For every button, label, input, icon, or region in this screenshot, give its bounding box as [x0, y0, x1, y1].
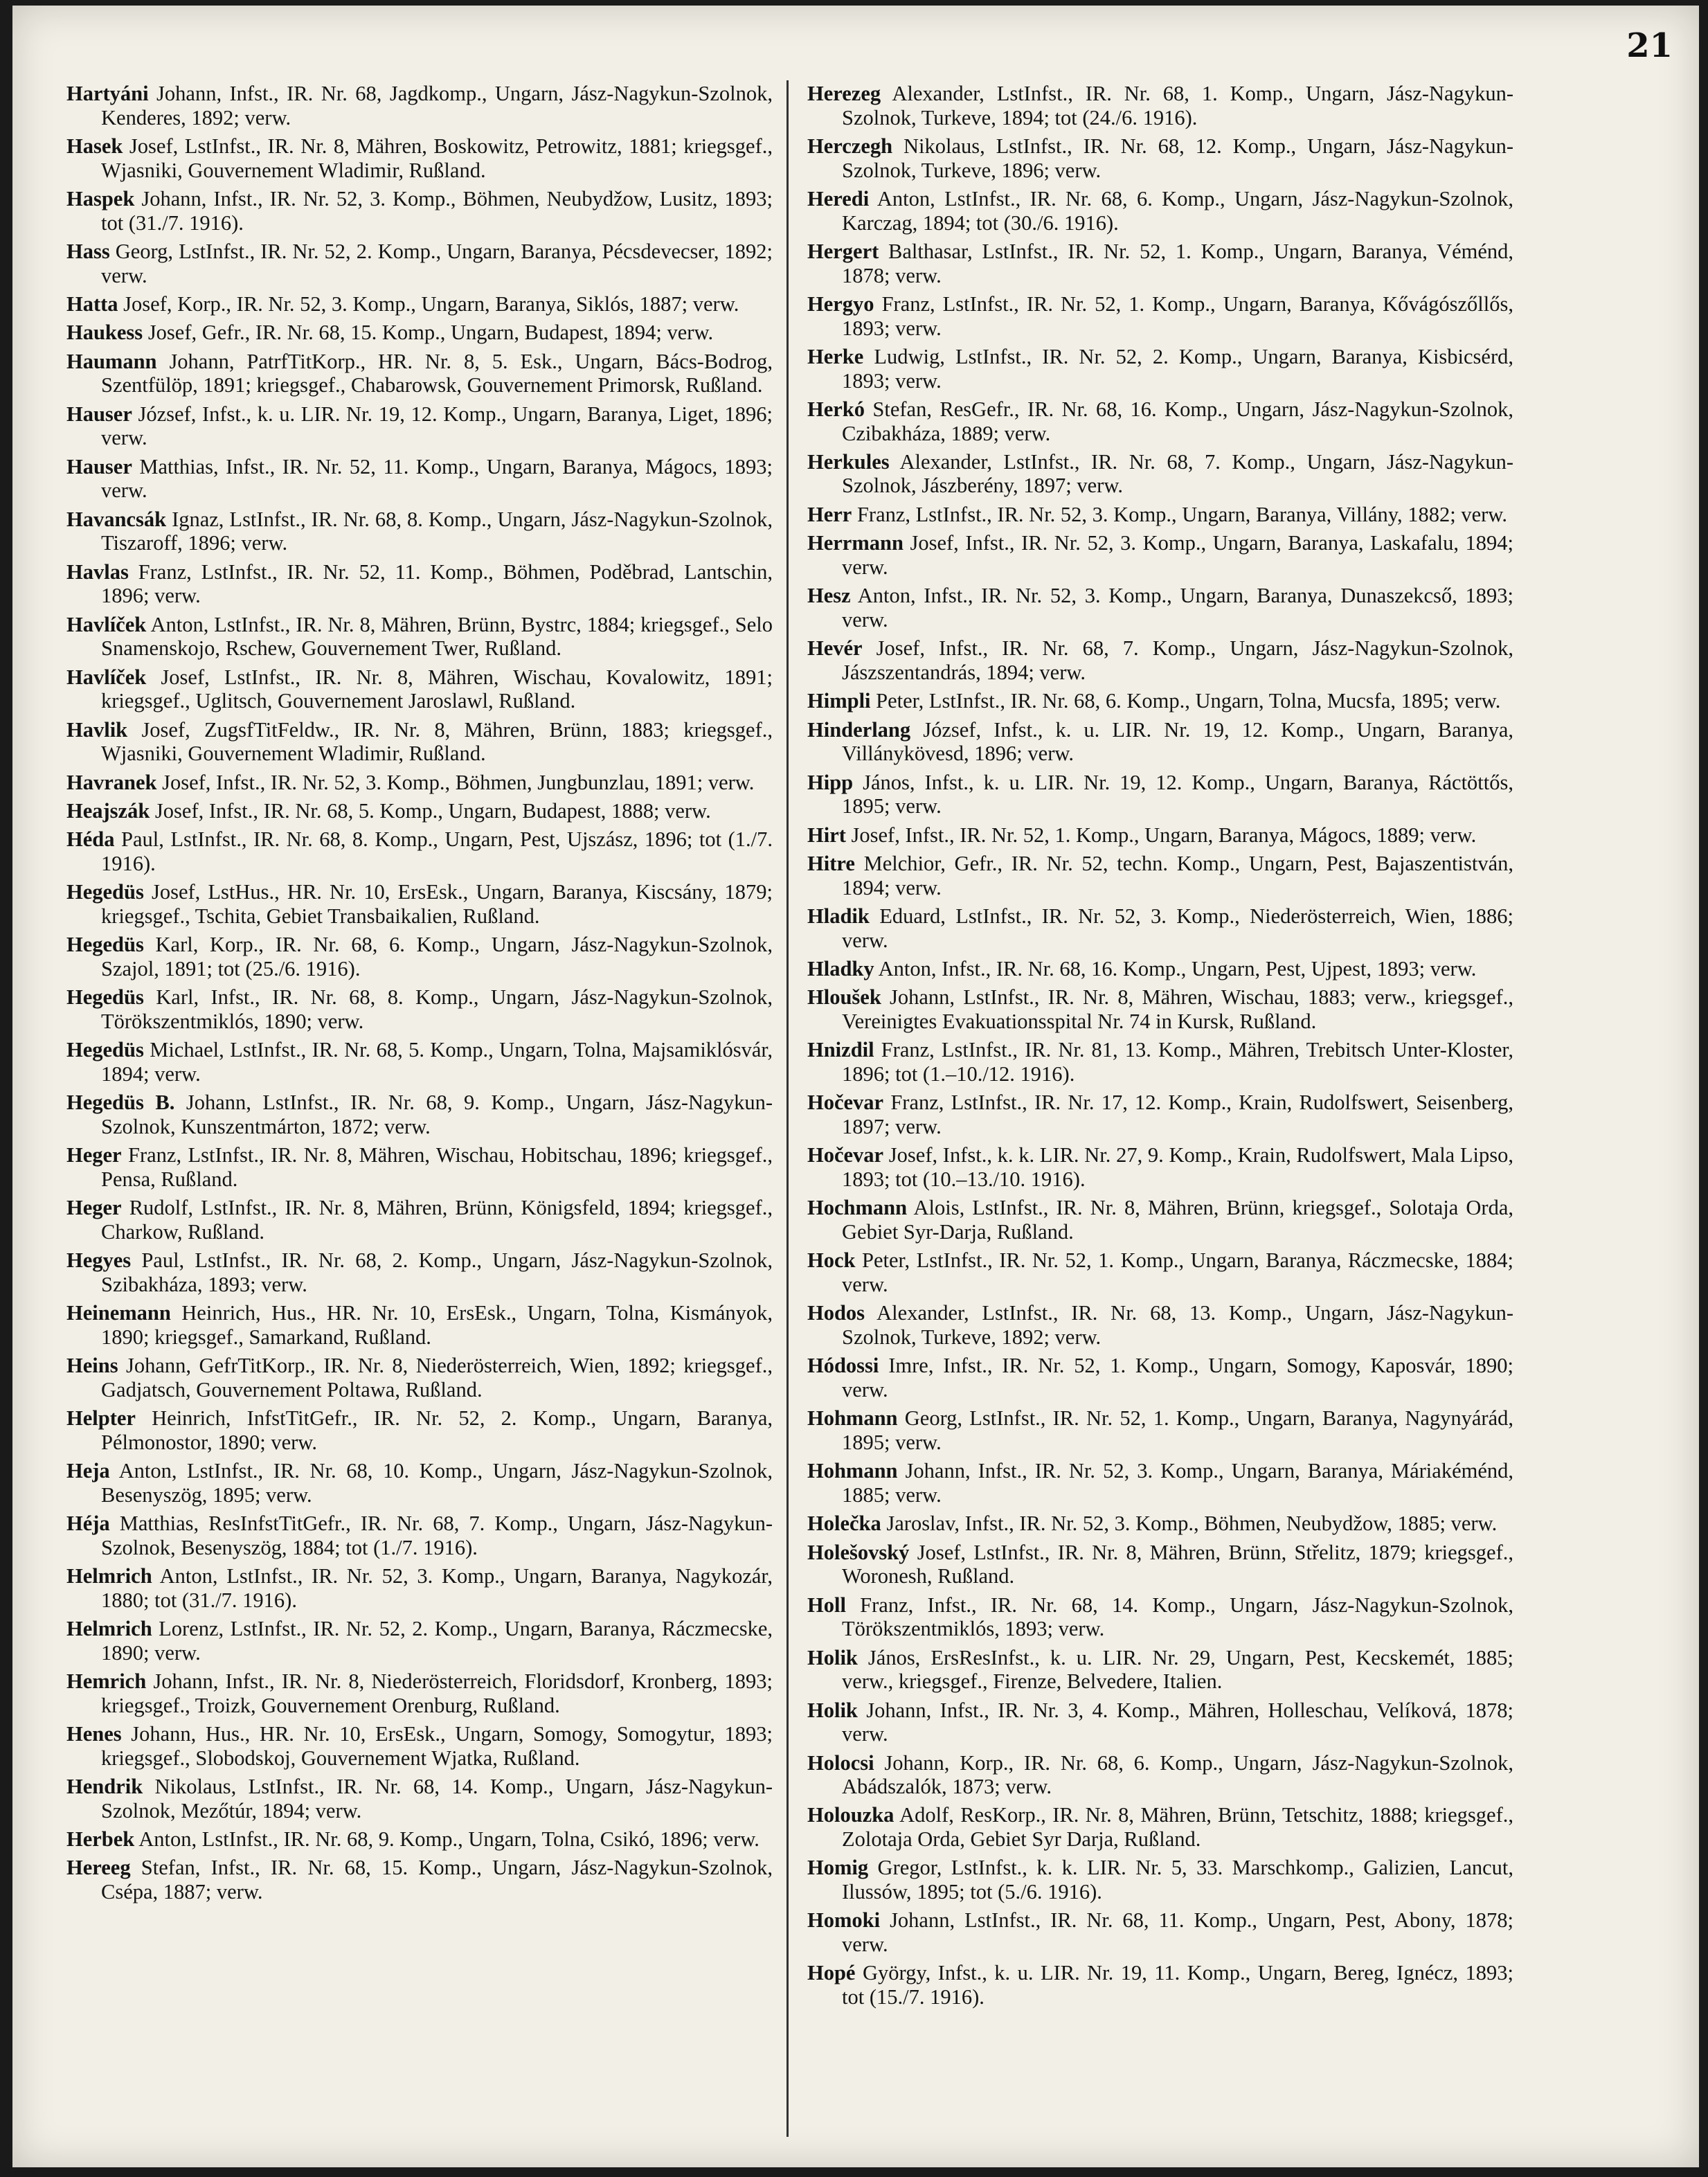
register-entry [66, 1248, 773, 1296]
entry-details: Johann, Korp., IR. Nr. 68, 6. Komp., Ungarn, Jász-Nagykun-Szolnok, Abádszalók, 1873; verw. [842, 1750, 1513, 1799]
register-entry [807, 1512, 1513, 1536]
entry-details: Josef, LstInfst., IR. Nr. 8, Mähren, Brünn, Střelitz, 1879; kriegsgef., Woronesh, Rußland. [842, 1540, 1513, 1588]
entry-surname: Hasek [66, 134, 123, 158]
entry-details: Heinrich, InfstTitGefr., IR. Nr. 52, 2. Komp., Ungarn, Baranya, Pélmonostor, 1890; verw. [101, 1406, 773, 1454]
entry-surname: Herkó [807, 397, 865, 421]
entry-surname: Hloušek [807, 985, 881, 1010]
entry-surname: Holouzka [807, 1803, 895, 1827]
register-entry [807, 584, 1513, 631]
register-entry [807, 1646, 1513, 1694]
entry-details: Josef, LstInfst., IR. Nr. 8, Mähren, Wischau, Kovalowitz, 1891; kriegsgef., Uglitsch, Gouvernement Jaroslawl, Rußland. [101, 665, 773, 713]
entry-surname: Hitre [807, 851, 855, 875]
entry-surname: Herke [807, 344, 864, 368]
entry-details: Imre, Infst., IR. Nr. 52, 1. Komp., Ungarn, Somogy, Kaposvár, 1890; verw. [842, 1354, 1513, 1401]
register-entry [66, 1406, 773, 1454]
entry-surname: Henes [66, 1722, 122, 1746]
entry-surname: Haumann [66, 349, 157, 373]
document-page [12, 6, 1699, 2167]
entry-surname: Holik [807, 1698, 858, 1722]
entry-surname: Herezeg [807, 82, 881, 105]
entry-surname: Heredi [807, 186, 870, 210]
entry-details: Melchior, Gefr., IR. Nr. 52, techn. Komp., Ungarn, Pest, Bajaszentistván, 1894; verw. [842, 851, 1513, 899]
register-entry [66, 1564, 773, 1612]
entry-details: Franz, LstInfst., IR. Nr. 52, 11. Komp., Böhmen, Poděbrad, Lantschin, 1896; verw. [101, 559, 773, 608]
register-entry [807, 1091, 1513, 1138]
entry-details: Johann, Infst., IR. Nr. 3, 4. Komp., Mähren, Holleschau, Velíková, 1878; verw. [842, 1698, 1513, 1746]
entry-details: Rudolf, LstInfst., IR. Nr. 8, Mähren, Brünn, Königsfeld, 1894; kriegsgef., Charkow, Rußland. [101, 1196, 773, 1244]
register-entry [66, 187, 773, 235]
entry-surname: Herkules [807, 449, 890, 474]
entry-surname: Heajszák [66, 798, 150, 823]
entry-details: Georg, LstInfst., IR. Nr. 52, 1. Komp., Ungarn, Baranya, Nagynyárád, 1895; verw. [842, 1406, 1513, 1454]
entry-surname: Heger [66, 1143, 122, 1167]
entry-details: Anton, LstInfst., IR. Nr. 8, Mähren, Brünn, Bystrc, 1884; kriegsgef., Selo Snamenskojo, Rschew, Gouvernement Twer, Rußland. [101, 612, 773, 661]
entry-surname: Hatta [66, 292, 118, 316]
entry-details: Josef, Infst., IR. Nr. 52, 3. Komp., Böhmen, Jungbunzlau, 1891; verw. [156, 770, 755, 794]
register-entry [807, 1143, 1513, 1191]
register-entry [66, 1091, 773, 1138]
entry-details: Michael, LstInfst., IR. Nr. 68, 5. Komp., Ungarn, Tolna, Majsamiklósvár, 1894; verw. [101, 1038, 773, 1086]
entry-details: Josef, Infst., k. k. LIR. Nr. 27, 9. Komp., Krain, Rudolfswert, Mala Lipso, 1893; tot (10.–13./10. 1916). [842, 1143, 1513, 1191]
register-entry [66, 240, 773, 287]
register-entry [807, 345, 1513, 393]
entry-details: Anton, LstInfst., IR. Nr. 52, 3. Komp., Ungarn, Baranya, Nagykozár, 1880; tot (31./7. 1916). [101, 1564, 773, 1612]
entry-surname: Hochmann [807, 1196, 908, 1220]
entry-surname: Heins [66, 1354, 118, 1378]
register-entry [807, 1908, 1513, 1956]
entry-surname: Hipp [807, 770, 854, 794]
entry-details: Josef, Korp., IR. Nr. 52, 3. Komp., Ungarn, Baranya, Siklós, 1887; verw. [118, 292, 739, 316]
entry-surname: Hock [807, 1248, 856, 1273]
register-entry [66, 771, 773, 795]
entry-surname: Heinemann [66, 1301, 171, 1325]
entry-details: Anton, LstInfst., IR. Nr. 68, 6. Komp., Ungarn, Jász-Nagykun-Szolnok, Karczag, 1894; tot (30./6. 1916). [842, 186, 1513, 235]
register-entry [807, 450, 1513, 498]
register-entry [807, 1699, 1513, 1746]
register-entry [66, 455, 773, 503]
entry-details: Johann, Infst., IR. Nr. 52, 3. Komp., Ungarn, Baranya, Máriakéménd, 1885; verw. [842, 1459, 1513, 1507]
register-entry [66, 350, 773, 397]
entry-details: Jaroslav, Infst., IR. Nr. 52, 3. Komp., Böhmen, Neubydžow, 1885; verw. [881, 1512, 1498, 1536]
register-entry [66, 613, 773, 661]
entry-surname: Homoki [807, 1908, 881, 1933]
entry-details: Balthasar, LstInfst., IR. Nr. 52, 1. Komp., Ungarn, Baranya, Véménd, 1878; verw. [842, 239, 1513, 287]
entry-surname: Hesz [807, 584, 851, 608]
entry-details: Josef, Infst., IR. Nr. 68, 5. Komp., Ungarn, Budapest, 1888; verw. [150, 798, 711, 823]
register-entry [66, 933, 773, 980]
entry-details: Josef, Infst., IR. Nr. 52, 3. Komp., Ungarn, Baranya, Laskafalu, 1894; verw. [842, 531, 1513, 579]
entry-surname: Hegedüs [66, 933, 144, 957]
entry-details: Josef, ZugsfTitFeldw., IR. Nr. 8, Mähren, Brünn, 1883; kriegsgef., Wjasniki, Gouvernement Wladimir, Rußland. [101, 717, 773, 766]
entry-details: Johann, Infst., IR. Nr. 68, Jagdkomp., Ungarn, Jász-Nagykun-Szolnok, Kenderes, 1892; verw. [101, 82, 773, 129]
entry-surname: Havranek [66, 770, 157, 794]
entry-details: Adolf, ResKorp., IR. Nr. 8, Mähren, Brünn, Tetschitz, 1888; kriegsgef., Zolotaja Orda, Gebiet Syr Darja, Rußland. [842, 1803, 1513, 1852]
entry-surname: Herrmann [807, 531, 904, 555]
entry-surname: Hendrik [66, 1775, 143, 1799]
register-entry [807, 240, 1513, 287]
register-entry [807, 1803, 1513, 1851]
register-entry [807, 1038, 1513, 1086]
entry-surname: Hegedüs [66, 1038, 144, 1062]
register-entry [66, 1512, 773, 1559]
register-entry [66, 1775, 773, 1822]
entry-details: Karl, Korp., IR. Nr. 68, 6. Komp., Ungarn, Jász-Nagykun-Szolnok, Szajol, 1891; tot (25./6. 1916). [101, 933, 773, 980]
entry-surname: Havlíček [66, 665, 147, 689]
register-entry [66, 799, 773, 823]
column-divider [786, 80, 789, 2137]
entry-details: Ignaz, LstInfst., IR. Nr. 68, 8. Komp., Ungarn, Jász-Nagykun-Szolnok, Tiszaroff, 1896; verw. [101, 507, 773, 555]
entry-surname: Heger [66, 1196, 122, 1220]
left-column [66, 82, 773, 1908]
entry-surname: Hodos [807, 1301, 865, 1325]
register-entry [66, 1196, 773, 1244]
entry-surname: Holešovský [807, 1540, 910, 1564]
register-entry [66, 1617, 773, 1665]
entry-surname: Helpter [66, 1406, 136, 1431]
register-entry [66, 1038, 773, 1086]
entry-details: Josef, Gefr., IR. Nr. 68, 15. Komp., Ungarn, Budapest, 1894; verw. [143, 321, 714, 345]
entry-details: Johann, LstInfst., IR. Nr. 68, 11. Komp., Ungarn, Pest, Abony, 1878; verw. [842, 1908, 1513, 1957]
entry-surname: Hevér [807, 636, 863, 661]
entry-surname: Havlik [66, 717, 128, 742]
entry-surname: Hódossi [807, 1354, 879, 1378]
entry-details: Anton, Infst., IR. Nr. 52, 3. Komp., Ungarn, Baranya, Dunaszekcső, 1893; verw. [842, 584, 1513, 631]
entry-details: Anton, Infst., IR. Nr. 68, 16. Komp., Ungarn, Pest, Ujpest, 1893; verw. [874, 956, 1477, 980]
register-entry [807, 823, 1513, 848]
entry-surname: Hergert [807, 239, 879, 263]
entry-details: Alexander, LstInfst., IR. Nr. 68, 7. Komp., Ungarn, Jász-Nagykun-Szolnok, Jászberény, 1897; verw. [842, 449, 1513, 498]
register-entry [807, 1354, 1513, 1401]
entry-surname: Haukess [66, 321, 143, 345]
register-entry [66, 1354, 773, 1401]
entry-details: Franz, LstInfst., IR. Nr. 52, 1. Komp., Ungarn, Baranya, Kővágószőllős, 1893; verw. [842, 292, 1513, 340]
entry-surname: Héda [66, 827, 115, 852]
entry-details: Franz, Infst., IR. Nr. 68, 14. Komp., Ungarn, Jász-Nagykun-Szolnok, Törökszentmiklós, 1893; verw. [842, 1593, 1513, 1641]
entry-details: Paul, LstInfst., IR. Nr. 68, 8. Komp., Ungarn, Pest, Ujszász, 1896; tot (1./7. 1916). [101, 827, 773, 875]
entry-surname: Héja [66, 1512, 110, 1536]
entry-details: Matthias, ResInfstTitGefr., IR. Nr. 68, 7. Komp., Ungarn, Jász-Nagykun-Szolnok, Besenyszög, 1884; tot (1./7. 1916). [101, 1512, 773, 1559]
register-entry [66, 1722, 773, 1770]
entry-surname: Holečka [807, 1512, 881, 1536]
entry-surname: Hohmann [807, 1459, 898, 1483]
entry-details: Johann, GefrTitKorp., IR. Nr. 8, Niederösterreich, Wien, 1892; kriegsgef., Gadjatsch, Gouvernement Poltawa, Rußland. [101, 1354, 773, 1401]
entry-surname: Hemrich [66, 1669, 147, 1694]
register-entry [807, 134, 1513, 182]
register-entry [66, 1143, 773, 1191]
register-entry [66, 508, 773, 555]
entry-details: Eduard, LstInfst., IR. Nr. 52, 3. Komp., Niederösterreich, Wien, 1886; verw. [842, 904, 1513, 952]
entry-surname: Hladky [807, 956, 874, 980]
entry-surname: Heja [66, 1459, 110, 1483]
page-number: 21 [1626, 26, 1673, 65]
entry-surname: Holl [807, 1593, 846, 1617]
register-entry [807, 82, 1513, 129]
entry-surname: Hauser [66, 454, 132, 478]
entry-details: Johann, Infst., IR. Nr. 52, 3. Komp., Böhmen, Neubydžow, Lusitz, 1893; tot (31./7. 1916). [101, 186, 773, 235]
entry-details: Lorenz, LstInfst., IR. Nr. 52, 2. Komp., Ungarn, Baranya, Ráczmecske, 1890; verw. [101, 1617, 773, 1665]
entry-details: György, Infst., k. u. LIR. Nr. 19, 11. Komp., Ungarn, Bereg, Ignécz, 1893; tot (15./7. 1916). [842, 1961, 1513, 2009]
register-entry [66, 1827, 773, 1852]
register-entry [807, 292, 1513, 340]
entry-details: Franz, LstInfst., IR. Nr. 8, Mähren, Wischau, Hobitschau, 1896; kriegsgef., Pensa, Rußland. [101, 1143, 773, 1191]
entry-surname: Havancsák [66, 507, 167, 531]
register-entry [807, 1856, 1513, 1903]
entry-details: Anton, LstInfst., IR. Nr. 68, 9. Komp., Ungarn, Tolna, Csikó, 1896; verw. [134, 1827, 759, 1852]
register-entry [807, 531, 1513, 579]
entry-surname: Hegedüs B. [66, 1091, 175, 1115]
entry-details: József, Infst., k. u. LIR. Nr. 19, 12. Komp., Ungarn, Baranya, Villánykövesd, 1896; verw. [842, 717, 1513, 766]
right-column [807, 82, 1513, 2014]
register-entry [66, 665, 773, 713]
entry-details: Ludwig, LstInfst., IR. Nr. 52, 2. Komp., Ungarn, Baranya, Kisbicsérd, 1893; verw. [842, 344, 1513, 393]
entry-details: Franz, LstInfst., IR. Nr. 17, 12. Komp., Krain, Rudolfswert, Seisenberg, 1897; verw. [842, 1091, 1513, 1138]
register-entry [807, 985, 1513, 1033]
entry-details: Johann, Hus., HR. Nr. 10, ErsEsk., Ungarn, Somogy, Somogytur, 1893; kriegsgef., Slobodskoj, Gouvernement Wjatka, Rußland. [101, 1722, 773, 1770]
register-entry [807, 397, 1513, 445]
entry-details: Stefan, Infst., IR. Nr. 68, 15. Komp., Ungarn, Jász-Nagykun-Szolnok, Csépa, 1887; verw. [101, 1856, 773, 1904]
entry-surname: Havlíček [66, 612, 147, 636]
entry-surname: Hartyáni [66, 82, 149, 105]
entry-details: Alois, LstInfst., IR. Nr. 8, Mähren, Brünn, kriegsgef., Solotaja Orda, Gebiet Syr-Darja, Rußland. [842, 1196, 1513, 1244]
register-entry [807, 689, 1513, 713]
register-entry [807, 1961, 1513, 2009]
entry-details: Josef, LstHus., HR. Nr. 10, ErsEsk., Ungarn, Baranya, Kiscsány, 1879; kriegsgef., Tschita, Gebiet Transbaikalien, Rußland. [101, 880, 773, 928]
register-entry [66, 1856, 773, 1903]
register-entry [66, 880, 773, 928]
register-entry [807, 1593, 1513, 1641]
entry-surname: Himpli [807, 689, 871, 713]
entry-surname: Hegyes [66, 1248, 132, 1273]
entry-details: Alexander, LstInfst., IR. Nr. 68, 13. Komp., Ungarn, Jász-Nagykun-Szolnok, Turkeve, 1892; verw. [842, 1301, 1513, 1349]
entry-surname: Hergyo [807, 292, 874, 316]
entry-surname: Herr [807, 502, 852, 526]
entry-details: Nikolaus, LstInfst., IR. Nr. 68, 12. Komp., Ungarn, Jász-Nagykun-Szolnok, Turkeve, 1896; verw. [842, 134, 1513, 182]
entry-surname: Hass [66, 239, 110, 263]
entry-details: Alexander, LstInfst., IR. Nr. 68, 1. Komp., Ungarn, Jász-Nagykun-Szolnok, Turkeve, 1894; tot (24./6. 1916). [842, 82, 1513, 129]
entry-details: Johann, LstInfst., IR. Nr. 8, Mähren, Wischau, 1883; verw., kriegsgef., Vereinigtes Evakuationsspital Nr. 74 in Kursk, Rußland. [842, 985, 1513, 1033]
entry-surname: Helmrich [66, 1564, 152, 1588]
entry-details: Gregor, LstInfst., k. k. LIR. Nr. 5, 33. Marschkomp., Galizien, Lancut, Ilussów, 1895; tot (5./6. 1916). [842, 1856, 1513, 1904]
entry-surname: Hnizdil [807, 1038, 874, 1062]
register-entry [66, 292, 773, 316]
entry-details: Heinrich, Hus., HR. Nr. 10, ErsEsk., Ungarn, Tolna, Kismányok, 1890; kriegsgef., Samarkand, Rußland. [101, 1301, 773, 1349]
register-entry [66, 134, 773, 182]
entry-details: János, Infst., k. u. LIR. Nr. 19, 12. Komp., Ungarn, Baranya, Ráctöttős, 1895; verw. [842, 770, 1513, 818]
entry-details: József, Infst., k. u. LIR. Nr. 19, 12. Komp., Ungarn, Baranya, Liget, 1896; verw. [101, 402, 773, 450]
register-entry [66, 718, 773, 766]
entry-details: Peter, LstInfst., IR. Nr. 52, 1. Komp., Ungarn, Baranya, Ráczmecske, 1884; verw. [842, 1248, 1513, 1296]
entry-details: Paul, LstInfst., IR. Nr. 68, 2. Komp., Ungarn, Jász-Nagykun-Szolnok, Szibakháza, 1893; verw. [101, 1248, 773, 1296]
register-entry [807, 1541, 1513, 1588]
entry-details: Franz, LstInfst., IR. Nr. 52, 3. Komp., Ungarn, Baranya, Villány, 1882; verw. [852, 502, 1507, 526]
entry-details: Josef, Infst., IR. Nr. 68, 7. Komp., Ungarn, Jász-Nagykun-Szolnok, Jászszentandrás, 1894; verw. [842, 636, 1513, 684]
entry-details: Josef, Infst., IR. Nr. 52, 1. Komp., Ungarn, Baranya, Mágocs, 1889; verw. [845, 823, 1477, 847]
register-entry [807, 718, 1513, 766]
entry-surname: Hegedüs [66, 880, 144, 904]
entry-surname: Hegedüs [66, 985, 144, 1010]
register-entry [66, 402, 773, 450]
entry-surname: Havlas [66, 559, 129, 584]
entry-surname: Hladik [807, 904, 870, 928]
entry-surname: Hauser [66, 402, 132, 426]
entry-surname: Hočevar [807, 1143, 884, 1167]
entry-details: Johann, Infst., IR. Nr. 8, Niederösterreich, Floridsdorf, Kronberg, 1893; kriegsgef., Troizk, Gouvernement Orenburg, Rußland. [101, 1669, 773, 1717]
entry-surname: Hopé [807, 1961, 856, 1985]
register-entry [807, 957, 1513, 981]
register-entry [807, 636, 1513, 684]
entry-details: Karl, Infst., IR. Nr. 68, 8. Komp., Ungarn, Jász-Nagykun-Szolnok, Törökszentmiklós, 1890; verw. [101, 985, 773, 1033]
register-entry [807, 1196, 1513, 1244]
entry-surname: Hočevar [807, 1091, 884, 1115]
entry-surname: Haspek [66, 186, 135, 210]
entry-details: Johann, LstInfst., IR. Nr. 68, 9. Komp., Ungarn, Jász-Nagykun-Szolnok, Kunszentmárton, 1872; verw. [101, 1091, 773, 1138]
register-entry [66, 985, 773, 1033]
entry-details: Stefan, ResGefr., IR. Nr. 68, 16. Komp., Ungarn, Jász-Nagykun-Szolnok, Czibakháza, 1889; verw. [842, 397, 1513, 445]
entry-details: Nikolaus, LstInfst., IR. Nr. 68, 14. Komp., Ungarn, Jász-Nagykun-Szolnok, Mezőtúr, 1894; verw. [101, 1775, 773, 1822]
entry-surname: Homig [807, 1856, 869, 1880]
entry-details: Josef, LstInfst., IR. Nr. 8, Mähren, Boskowitz, Petrowitz, 1881; kriegsgef., Wjasniki, Gouvernement Wladimir, Rußland. [101, 134, 773, 182]
register-entry [807, 1406, 1513, 1454]
entry-surname: Hohmann [807, 1406, 898, 1431]
entry-details: Peter, LstInfst., IR. Nr. 68, 6. Komp., Ungarn, Tolna, Mucsfa, 1895; verw. [870, 689, 1501, 713]
entry-surname: Herbek [66, 1827, 135, 1852]
entry-details: Matthias, Infst., IR. Nr. 52, 11. Komp., Ungarn, Baranya, Mágocs, 1893; verw. [101, 454, 773, 503]
register-entry [807, 503, 1513, 527]
entry-surname: Helmrich [66, 1617, 152, 1641]
register-entry [66, 321, 773, 345]
register-entry [807, 852, 1513, 899]
entry-surname: Holik [807, 1645, 858, 1669]
entry-surname: Hirt [807, 823, 846, 847]
register-entry [66, 1459, 773, 1507]
register-entry [66, 560, 773, 608]
register-entry [807, 187, 1513, 235]
entry-details: Johann, PatrfTitKorp., HR. Nr. 8, 5. Esk., Ungarn, Bács-Bodrog, Szentfülöp, 1891; kriegsgef., Chabarowsk, Gouvernement Primorsk, Rußland. [101, 349, 773, 397]
entry-surname: Hinderlang [807, 717, 911, 742]
register-entry [807, 904, 1513, 952]
entry-details: Anton, LstInfst., IR. Nr. 68, 10. Komp., Ungarn, Jász-Nagykun-Szolnok, Besenyszög, 1895; verw. [101, 1459, 773, 1507]
register-entry [66, 1669, 773, 1717]
register-entry [66, 1301, 773, 1349]
entry-details: Georg, LstInfst., IR. Nr. 52, 2. Komp., Ungarn, Baranya, Pécsdevecser, 1892; verw. [101, 239, 773, 287]
register-entry [66, 82, 773, 129]
entry-surname: Herczegh [807, 134, 893, 158]
entry-surname: Holocsi [807, 1750, 874, 1775]
register-entry [807, 1248, 1513, 1296]
register-entry [807, 1459, 1513, 1507]
entry-details: Franz, LstInfst., IR. Nr. 81, 13. Komp., Mähren, Trebitsch Unter-Kloster, 1896; tot (1.–10./12. 1916). [842, 1038, 1513, 1086]
register-entry [807, 1751, 1513, 1799]
register-entry [807, 771, 1513, 818]
entry-details: János, ErsResInfst., k. u. LIR. Nr. 29, Ungarn, Pest, Kecskemét, 1885; verw., kriegsgef., Firenze, Belvedere, Italien. [842, 1645, 1513, 1694]
entry-surname: Hereeg [66, 1856, 131, 1880]
register-entry [66, 827, 773, 875]
register-entry [807, 1301, 1513, 1349]
